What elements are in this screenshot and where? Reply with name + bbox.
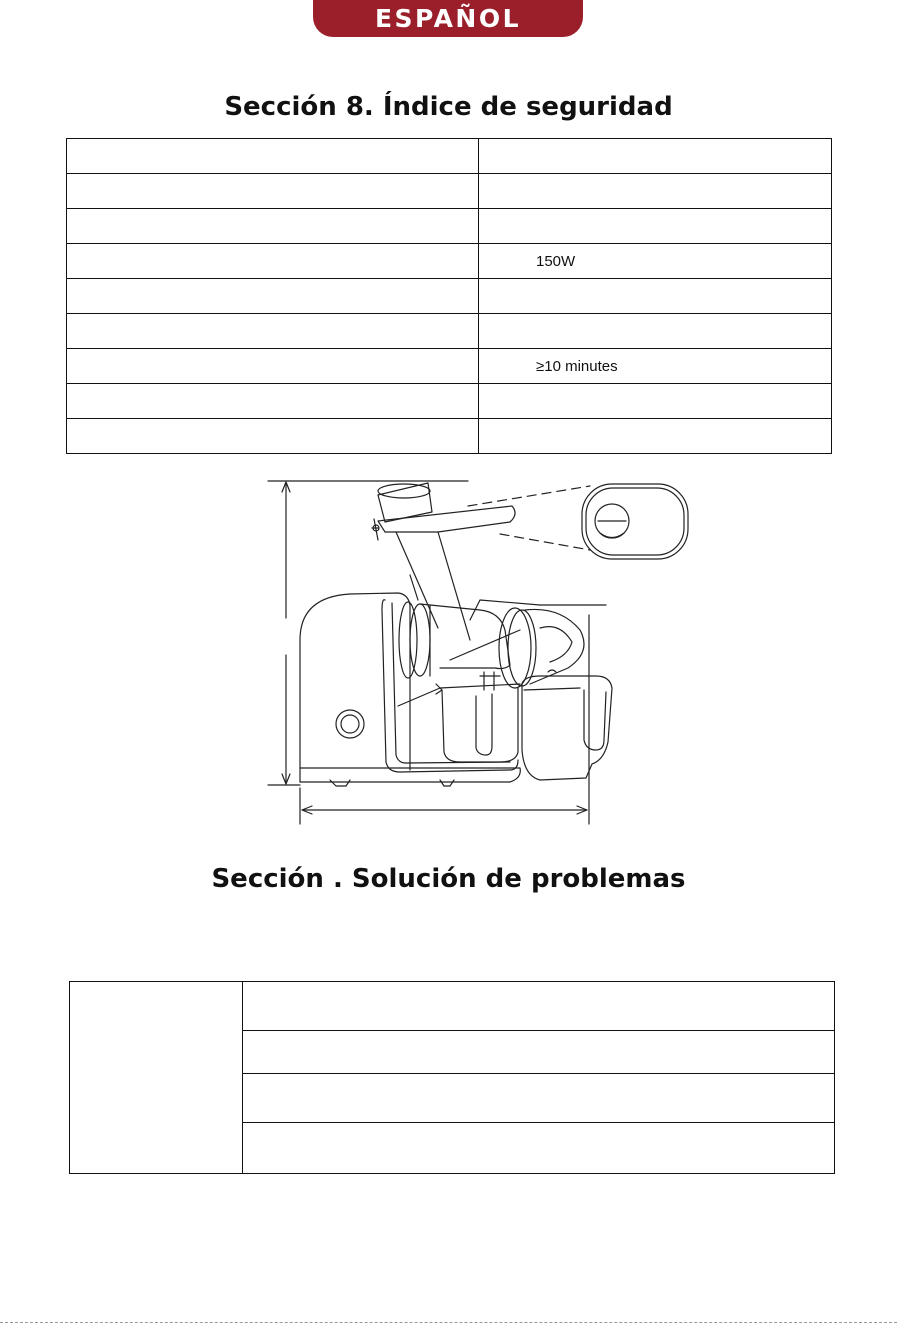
table-row [67,349,832,384]
solution-cell [243,1123,835,1174]
spec-value [479,279,832,314]
spec-value [479,384,832,419]
table-row [67,244,832,279]
solution-cell [243,982,835,1031]
spec-label [67,139,479,174]
spec-label [67,419,479,454]
spec-label [67,174,479,209]
spec-value [479,209,832,244]
safety-spec-table [66,138,832,454]
section-8-title: Sección 8. Índice de seguridad [224,92,673,122]
spec-value [479,174,832,209]
spec-label [67,314,479,349]
table-row [67,384,832,419]
language-tab: ESPAÑOL [313,0,583,37]
spec-label [67,279,479,314]
spec-value-runtime: ≥10 minutes [479,349,832,384]
spec-label [67,349,479,384]
section-9-title: Sección . Solución de problemas [211,864,686,894]
page-cut-line [0,1322,897,1323]
solution-cell [243,1074,835,1123]
table-row [67,279,832,314]
spec-value [479,139,832,174]
spec-value [479,419,832,454]
table-row [67,174,832,209]
troubleshooting-table [69,981,835,1174]
table-row [70,982,835,1031]
spec-value [479,314,832,349]
spec-label [67,209,479,244]
slow-juicer-dimension-drawing-icon [0,470,897,830]
spec-value-power: 150W [479,244,832,279]
table-row [67,314,832,349]
spec-label [67,244,479,279]
solution-cell [243,1031,835,1074]
table-row [67,209,832,244]
spec-label [67,384,479,419]
table-row [67,419,832,454]
problem-cell [70,982,243,1174]
table-row [67,139,832,174]
